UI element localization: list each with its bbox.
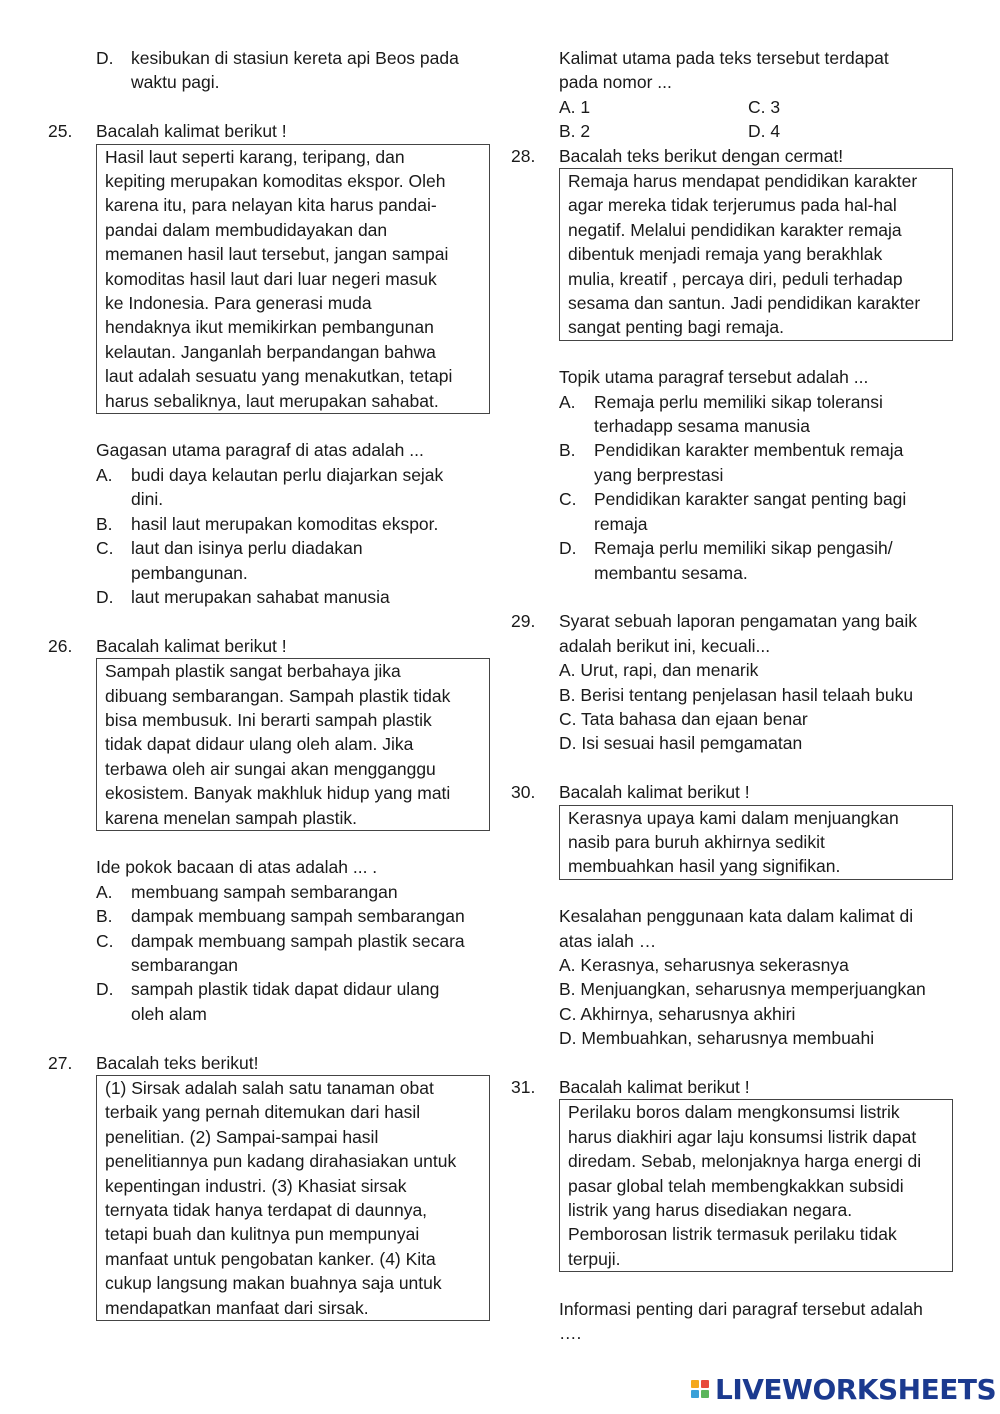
answer-option[interactable]: B. Pendidikan karakter membentuk remaja yang berprestasi [559, 440, 904, 485]
passage-line: terbaik yang pernah ditemukan dari hasil [105, 1102, 421, 1123]
passage-line: agar mereka tidak terjerumus pada hal-hal [568, 195, 897, 216]
answer-option[interactable]: C. dampak membuang sampah plastik secara sembarangan [96, 930, 465, 975]
q30-header: 30. Bacalah kalimat berikut ! [511, 782, 750, 803]
q27-options-row1 [559, 95, 956, 119]
answer-option[interactable]: A. budi daya kelautan perlu diajarkan sejak dini. [96, 464, 444, 510]
q27-passage [96, 1075, 490, 1321]
q31-question: Informasi penting dari paragraf tersebut adalah …. [559, 1298, 923, 1344]
q27-option-b[interactable]: B. 2 [559, 121, 591, 142]
logo-text: LIVEWORKSHEETS [715, 1372, 997, 1406]
q29-options [511, 658, 956, 756]
q30-options [511, 953, 956, 1051]
passage-line: Pemborosan listrik termasuk perilaku tidak [568, 1224, 897, 1245]
passage-line: kepiting merupakan komoditas ekspor. Oleh [105, 171, 446, 192]
answer-option[interactable]: B. Menjuangkan, seharusnya memperjuangkan [559, 979, 926, 1000]
passage-line: membuahkan hasil yang signifikan. [568, 856, 841, 877]
q25-options [48, 463, 493, 609]
left-column [48, 46, 493, 1321]
passage-line: penelitian. (2) Sampai-sampai hasil [105, 1126, 379, 1147]
passage-line: nasib para buruh akhirnya sedikit [568, 831, 825, 852]
answer-option[interactable]: A. Remaja perlu memiliki sikap toleransi terhadapp sesama manusia [559, 391, 883, 437]
passage-line: bisa membusuk. Ini berarti sampah plastik [105, 709, 432, 730]
q26-options [48, 880, 493, 1026]
passage-line: karena menelan sampah plastik. [105, 807, 357, 828]
passage-line: sesama dan santun. Jadi pendidikan karakter [568, 293, 921, 314]
answer-option[interactable]: A. membuang sampah sembarangan [96, 881, 398, 902]
passage-line: sangat penting bagi remaja. [568, 317, 784, 338]
passage-line: dibentuk menjadi remaja yang berakhlak [568, 244, 883, 265]
q31-passage [559, 1099, 953, 1272]
passage-line: harus diakhiri agar laju konsumsi listrik dapat [568, 1126, 917, 1147]
liveworksheets-logo [691, 1374, 996, 1404]
answer-option[interactable]: A. Urut, rapi, dan menarik [559, 660, 759, 681]
q27-option-d[interactable]: D. 4 [748, 121, 781, 142]
passage-line: Hasil laut seperti karang, teripang, dan [105, 146, 405, 167]
passage-line: ekosistem. Banyak makhluk hidup yang mati [105, 783, 451, 804]
passage-line: karena itu, para nelayan kita harus pandai- [105, 195, 437, 216]
answer-option[interactable]: C. Pendidikan karakter sangat penting bagi remaja [559, 489, 907, 534]
passage-line: diredam. Sebab, melonjaknya harga energi di [568, 1151, 922, 1172]
q30-question: Kesalahan penggunaan kata dalam kalimat di atas ialah … [559, 906, 914, 951]
q25-passage [96, 144, 490, 414]
answer-option[interactable]: B. hasil laut merupakan komoditas ekspor. [96, 513, 439, 534]
q27-option-a[interactable]: A. 1 [559, 96, 591, 117]
right-column [511, 46, 956, 1345]
passage-line: Sampah plastik sangat berbahaya jika [105, 661, 401, 682]
passage-line: harus sebaliknya, laut merupakan sahabat. [105, 390, 439, 411]
passage-line: pasar global telah membengkakkan subsidi [568, 1175, 904, 1196]
passage-line: Kerasnya upaya kami dalam menjuangkan [568, 807, 899, 828]
passage-line: terpuji. [568, 1248, 621, 1269]
passage-line: hendaknya ikut memikirkan pembangunan [105, 317, 434, 338]
q27-header: 27. Bacalah teks berikut! [48, 1052, 259, 1073]
passage-line: (1) Sirsak adalah salah satu tanaman obat [105, 1077, 434, 1098]
q24-option-d[interactable]: D. kesibukan di stasiun kereta api Beos pada waktu pagi. [96, 48, 459, 93]
q27-question: Kalimat utama pada teks tersebut terdapat pada nomor ... [559, 48, 889, 93]
passage-line: ke Indonesia. Para generasi muda [105, 293, 372, 314]
q28-header: 28. Bacalah teks berikut dengan cermat! [511, 145, 844, 166]
passage-line: memanen hasil laut tersebut, jangan sampai [105, 244, 449, 265]
q26-header: 26. Bacalah kalimat berikut ! [48, 635, 287, 656]
logo-squares-icon [691, 1380, 709, 1398]
answer-option[interactable]: D. sampah plastik tidak dapat didaur ulang oleh alam [96, 979, 440, 1024]
passage-line: Remaja harus mendapat pendidikan karakter [568, 171, 918, 192]
q28-passage [559, 168, 953, 341]
answer-option[interactable]: D. Remaja perlu memiliki sikap pengasih/ membantu sesama. [559, 538, 893, 583]
passage-line: tetapi buah dan kulitnya pun mempunyai [105, 1224, 420, 1245]
q25-header: 25. Bacalah kalimat berikut ! [48, 121, 287, 142]
answer-option[interactable]: D. laut merupakan sahabat manusia [96, 586, 390, 607]
q27-options-row2 [559, 119, 956, 143]
answer-option[interactable]: D. Membuahkan, seharusnya membuahi [559, 1028, 875, 1049]
q26-passage [96, 658, 490, 831]
passage-line: laut adalah sesuatu yang menakutkan, tetapi [105, 366, 453, 387]
passage-line: dibuang sembarangan. Sampah plastik tidak [105, 685, 451, 706]
q31-header: 31. Bacalah kalimat berikut ! [511, 1076, 750, 1097]
passage-line: ternyata tidak hanya terdapat di daunnya, [105, 1200, 428, 1221]
answer-option[interactable]: D. Isi sesuai hasil pemgamatan [559, 733, 803, 754]
passage-line: negatif. Melalui pendidikan karakter remaja [568, 219, 902, 240]
answer-option[interactable]: B. dampak membuang sampah sembarangan [96, 906, 465, 927]
q28-question: Topik utama paragraf tersebut adalah ... [559, 367, 869, 388]
passage-line: komoditas hasil laut dari luar negeri masuk [105, 268, 437, 289]
q29-header: 29. Syarat sebuah laporan pengamatan yang baik adalah berikut ini, kecuali... [511, 611, 918, 656]
q27-option-c[interactable]: C. 3 [748, 96, 781, 117]
answer-option[interactable]: C. Akhirnya, seharusnya akhiri [559, 1003, 796, 1024]
passage-line: mulia, kreatif , percaya diri, peduli terhadap [568, 268, 903, 289]
answer-option[interactable]: B. Berisi tentang penjelasan hasil telaah buku [559, 684, 914, 705]
passage-line: kepentingan industri. (3) Khasiat sirsak [105, 1175, 407, 1196]
passage-line: tidak dapat didaur ulang oleh alam. Jika [105, 734, 414, 755]
q26-question: Ide pokok bacaan di atas adalah ... . [96, 857, 378, 878]
q30-passage [559, 805, 953, 880]
passage-line: Perilaku boros dalam mengkonsumsi listrik [568, 1102, 900, 1123]
passage-line: mendapatkan manfaat dari sirsak. [105, 1297, 369, 1318]
passage-line: terbawa oleh air sungai akan mengganggu [105, 758, 436, 779]
q25-question: Gagasan utama paragraf di atas adalah ... [96, 440, 424, 461]
passage-line: manfaat untuk pengobatan kanker. (4) Kita [105, 1248, 436, 1269]
passage-line: listrik yang harus disediakan negara. [568, 1200, 853, 1221]
passage-line: kelautan. Janganlah berpandangan bahwa [105, 341, 436, 362]
q28-options [511, 390, 956, 585]
answer-option[interactable]: A. Kerasnya, seharusnya sekerasnya [559, 954, 849, 975]
answer-option[interactable]: C. laut dan isinya perlu diadakan pembangunan. [96, 538, 363, 583]
passage-line: cukup langsung makan buahnya saja untuk [105, 1273, 442, 1294]
passage-line: pandai dalam membudidayakan dan [105, 219, 388, 240]
answer-option[interactable]: C. Tata bahasa dan ejaan benar [559, 708, 808, 729]
passage-line: penelitiannya pun kadang dirahasiakan untuk [105, 1151, 457, 1172]
